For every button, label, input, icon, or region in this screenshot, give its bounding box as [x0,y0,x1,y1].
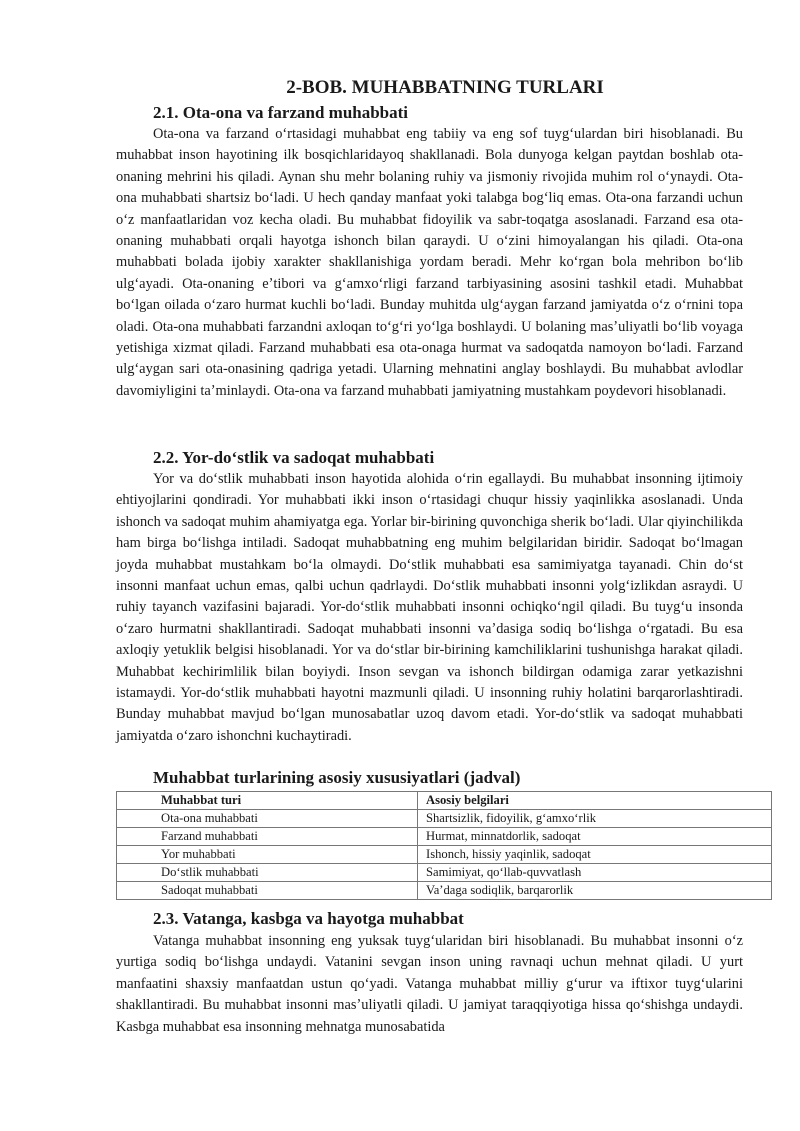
table-cell: Hurmat, minnatdorlik, sadoqat [418,828,772,846]
table-cell: Vaʼdaga sodiqlik, barqarorlik [418,882,772,900]
table-header-row [117,792,772,810]
section-heading-2-2: 2.2. Yor-doʻstlik va sadoqat muhabbati [153,448,435,467]
table-row [117,846,772,864]
section-heading-2-1: 2.1. Ota-ona va farzand muhabbati [153,103,409,122]
table-cell: Sadoqat muhabbati [117,882,418,900]
love-types-table [116,791,772,900]
table-cell: Yor muhabbati [117,846,418,864]
table-cell: Ota-ona muhabbati [117,810,418,828]
table-header-cell: Muhabbat turi [117,792,418,810]
chapter-title: 2-BOB. MUHABBATNING TURLARI [286,77,604,98]
table-cell: Shartsizlik, fidoyilik, gʻamxoʻrlik [418,810,772,828]
table-cell: Ishonch, hissiy yaqinlik, sadoqat [418,846,772,864]
section-paragraph-2-2: Yor va doʻstlik muhabbati inson hayotida alohida oʻrin egallaydi. Bu muhabbat insonning ijtimoiy ehtiyojlarini qondiradi. Yor muhabbati ikki inson oʻrtasidagi chuqur hissiy yaqinlikka asoslanadi. Unda ishonch va sadoqat muhim ahamiyatga ega. Yorlar bir-birining quvonchiga sherik boʻladi. Ular qiyinchilikda ham birga boʻlishga intiladi. Sadoqat muhabbatning eng muhim belgilaridan biridir. Sadoqat boʻlmagan joyda muhabbat mustahkam boʻla olmaydi. Doʻstlik muhabbati esa samimiyatga tayanadi. Chin doʻst insonni manfaat uchun emas, qalbi uchun qadrlaydi. Doʻstlik muhabbati insonni yolgʻizlikdan asraydi. U ruhiy tayanch vazifasini bajaradi. Yor-doʻstlik muhabbati insonni ochiqkoʻngil qiladi. Bu tuygʻu insonda oʻzaro hurmatni shakllantiradi. Sadoqat muhabbati insonni vaʼdasiga sodiq boʻlishga oʻrgatadi. Bu esa axloqiy yetuklik belgisi hisoblanadi. Yor va doʻstlar bir-birining kamchiliklarini tushunishga harakat qiladi. Muhabbat kechirimlilik bilan boyiydi. Inson sevgan va ishonch bildirgan odamiga zarar yetkazishni istamaydi. Yor-doʻstlik muhabbati hayotni mazmunli qiladi. U insonning ruhiy holatini barqarorlashtiradi. Bunday muhabbat mavjud boʻlgan munosabatlar uzoq davom etadi. Yor-doʻstlik va sadoqat muhabbati jamiyatda oʻzaro ishonchni kuchaytiradi. [116,471,743,744]
table-row [117,810,772,828]
table-cell: Doʻstlik muhabbati [117,864,418,882]
table-header-cell: Asosiy belgilari [418,792,772,810]
table-row [117,882,772,900]
section-paragraph-2-3: Vatanga muhabbat insonning eng yuksak tuygʻularidan biri hisoblanadi. Bu muhabbat insonni oʻz yurtiga sodiq boʻlishga undaydi. Vatanini sevgan inson uning ravnaqi uchun mehnat qiladi. U yurt manfaatini shaxsiy manfaatdan ustun qoʻyadi. Vatanga muhabbat milliy gʻurur va iftixor tuygʻularini shakllantiradi. Bu muhabbat insonni masʼuliyatli qiladi. U jamiyat taraqqiyotiga hissa qoʻshishga undaydi. Kasbga muhabbat esa insonning mehnatga munosabatida [116,933,743,1035]
table-cell: Samimiyat, qoʻllab-quvvatlash [418,864,772,882]
table-cell: Farzand muhabbati [117,828,418,846]
table-row [117,864,772,882]
section-paragraph-2-1: Ota-ona va farzand oʻrtasidagi muhabbat eng tabiiy va eng sof tuygʻulardan biri hisoblanadi. Bu muhabbat inson hayotining ilk bosqichlaridayoq shakllanadi. Bola dunyoga kelgan paytdan boshlab ota-onaning mehrini his qiladi. Aynan shu mehr bolaning ruhiy va jismoniy rivojida muhim rol oʻynaydi. Ota-ona muhabbati shartsiz boʻladi. U hech qanday manfaat yoki talabga bogʻliq emas. Ota-ona farzandi uchun oʻz manfaatlaridan voz kecha oladi. Bu muhabbat fidoyilik va sabr-toqatga asoslanadi. Farzand esa ota-onaning muhabbati orqali hayotga ishonch bilan qaraydi. U oʻzini himoyalangan his qiladi. Ota-ona muhabbati bolada ijobiy xarakter shakllanishiga yordam beradi. Mehr koʻrgan bola mehribon boʻlib ulgʻayadi. Ota-onaning eʼtibori va gʻamxoʻrligi farzand tarbiyasining asosini tashkil etadi. Muhabbat boʻlgan oilada oʻzaro hurmat kuchli boʻladi. Bunday muhitda ulgʻaygan farzand jamiyatda oʻz oʻrnini topa oladi. Ota-ona muhabbati farzandni axloqan toʻgʻri yoʻlga boshlaydi. U bolaning masʼuliyatli boʻlib voyaga yetishiga xizmat qiladi. Farzand muhabbati esa ota-onaga hurmat va sadoqatda namoyon boʻladi. Farzand ulgʻaygan sari ota-onasining qadriga yetadi. Ularning mehnatini anglay boshlaydi. Bu muhabbat avlodlar davomiyligini taʼminlaydi. Ota-ona va farzand muhabbati jamiyatning mustahkam poydevori hisoblanadi. [116,126,743,399]
section-heading-2-3: 2.3. Vatanga, kasbga va hayotga muhabbat [153,909,464,928]
table-row [117,828,772,846]
table-caption: Muhabbat turlarining asosiy xususiyatlari (jadval) [153,768,521,787]
